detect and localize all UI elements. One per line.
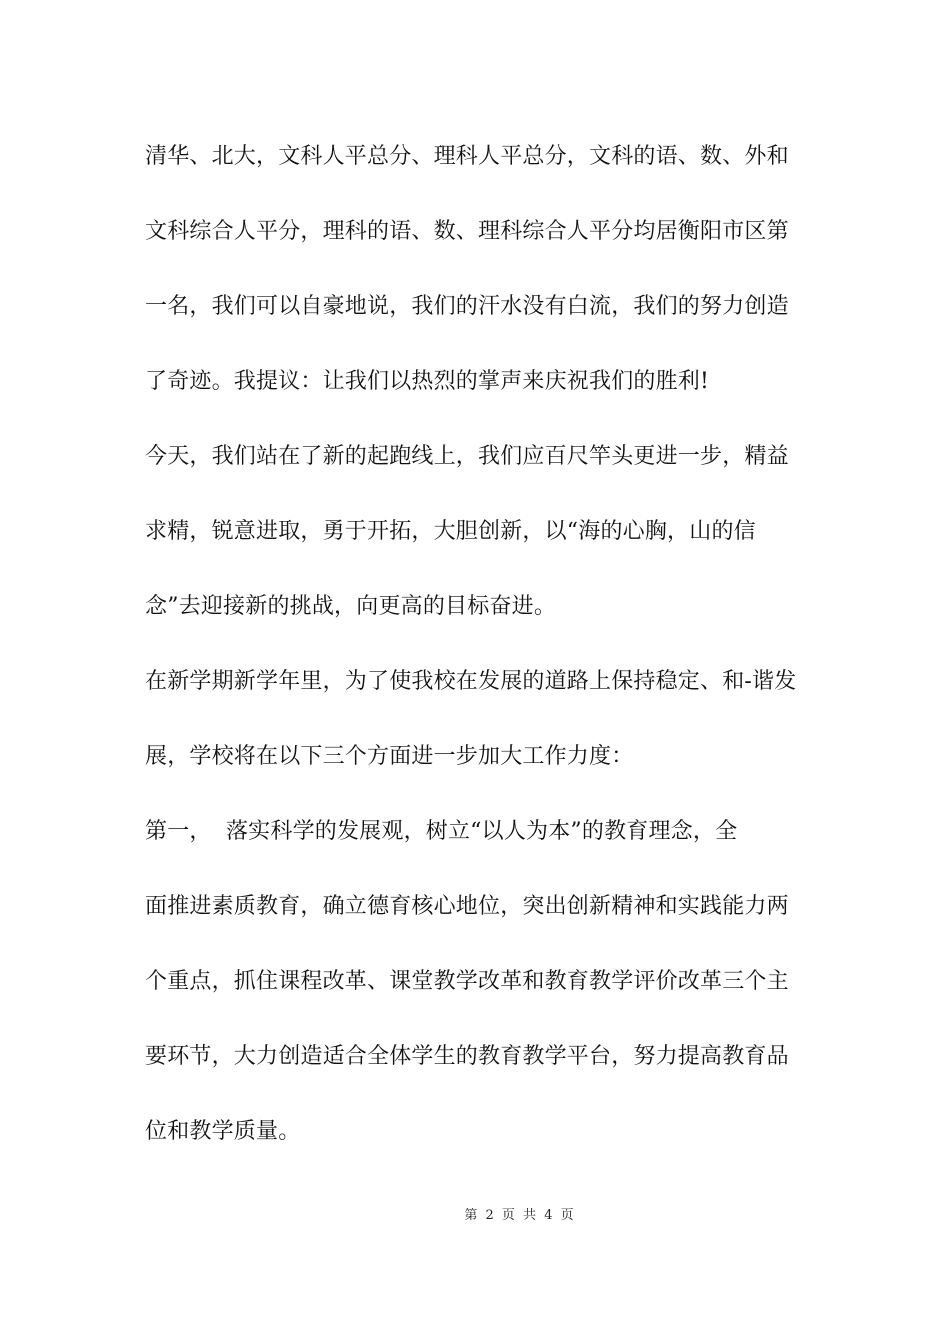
- body-text-line: 今天，我们站在了新的起跑线上，我们应百尺竿头更进一步，精益: [145, 444, 789, 469]
- body-text-line: 位和教学质量。: [145, 1119, 301, 1144]
- body-text-line: 在新学期新学年里，为了使我校在发展的道路上保持稳定、和-谐发: [145, 669, 797, 694]
- body-text-line: 了奇迹。我提议：让我们以热烈的掌声来庆祝我们的胜利!: [145, 369, 710, 394]
- body-text-line: 面推进素质教育，确立德育核心地位，突出创新精神和实践能力两: [145, 894, 789, 919]
- body-text-line: 个重点，抓住课程改革、课堂教学改革和教育教学评价改革三个主: [145, 969, 789, 994]
- body-text-line: 求精，锐意进取，勇于开拓，大胆创新，以“海的心胸，山的信: [145, 519, 756, 544]
- body-text-line: 第一， 落实科学的发展观，树立“以人为本”的教育理念，全: [145, 819, 738, 844]
- body-text-line: 要环节，大力创造适合全体学生的教育教学平台，努力提高教育品: [145, 1044, 789, 1069]
- body-text-line: 清华、北大，文科人平总分、理科人平总分，文科的语、数、外和: [145, 144, 789, 169]
- body-text-line: 文科综合人平分，理科的语、数、理科综合人平分均居衡阳市区第: [145, 219, 789, 244]
- body-text-line: 念”去迎接新的挑战，向更高的目标奋进。: [145, 594, 557, 619]
- body-text-line: 展，学校将在以下三个方面进一步加大工作力度：: [145, 744, 634, 769]
- page-number-footer: 第 2 页 共 4 页: [464, 1208, 576, 1223]
- body-text-line: 一名，我们可以自豪地说，我们的汗水没有白流，我们的努力创造: [145, 294, 789, 319]
